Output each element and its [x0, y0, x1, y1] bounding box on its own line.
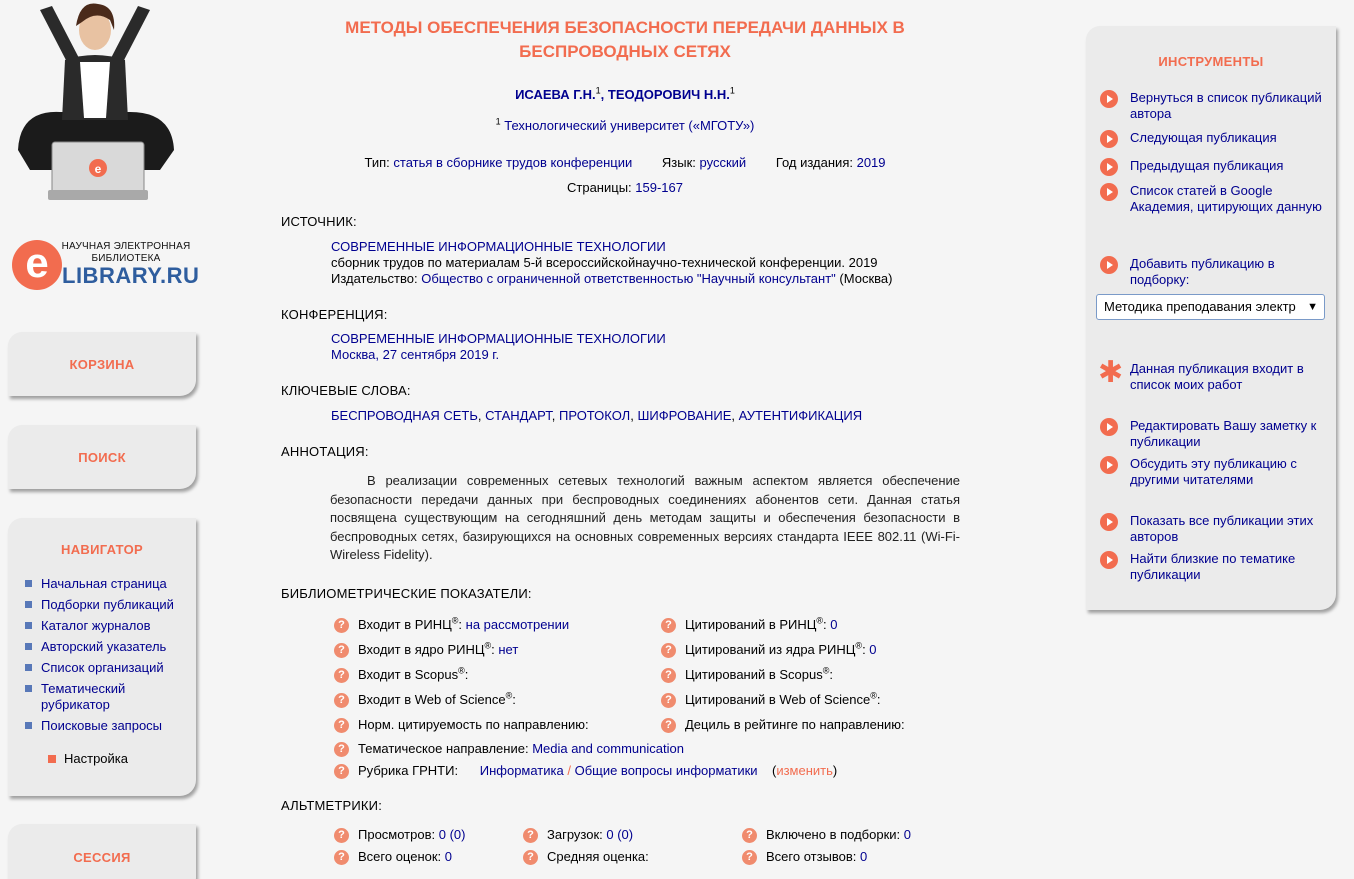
google-scholar-link[interactable]: Список статей в Google Академия, цитирующих данную	[1100, 183, 1330, 215]
publisher-link[interactable]: Общество с ограниченной ответственностью "Научный консультант"	[421, 271, 836, 286]
metric-decile: ? Дециль в рейтинге по направлению:	[661, 714, 905, 736]
change-grnti-link[interactable]: изменить	[776, 763, 833, 778]
bullet-icon	[25, 643, 32, 650]
elibrary-logo[interactable]	[12, 238, 200, 294]
keyword-link[interactable]: АУТЕНТИФИКАЦИЯ	[738, 408, 863, 423]
navigator-list	[25, 576, 190, 739]
conference-block	[331, 331, 666, 363]
keywords-list: БЕСПРОВОДНАЯ СЕТЬ, СТАНДАРТ, ПРОТОКОЛ, ШИФРОВАНИЕ, АУТЕНТИФИКАЦИЯ	[331, 408, 863, 423]
session-title: СЕССИЯ	[73, 850, 131, 865]
logo-subtitle: НАУЧНАЯ ЭЛЕКТРОННАЯ БИБЛИОТЕКА	[61, 241, 191, 264]
bullet-icon	[25, 722, 32, 729]
logo-e-icon: e	[12, 240, 62, 290]
add-to-collection-link[interactable]: Добавить публикацию в подборку:	[1100, 256, 1330, 288]
help-icon[interactable]: ?	[334, 764, 349, 779]
metric-core: ? Входит в ядро РИНЦ®: нет	[334, 639, 518, 661]
chevron-down-icon: ▼	[1304, 295, 1318, 319]
play-icon	[1100, 456, 1118, 474]
session-panel	[8, 824, 196, 879]
help-icon[interactable]: ?	[334, 668, 349, 683]
type-value: статья в сборнике трудов конференции	[393, 155, 633, 170]
help-icon[interactable]: ?	[661, 618, 676, 633]
altmetrics-label: АЛЬТМЕТРИКИ:	[281, 798, 383, 813]
biblio-metrics	[334, 614, 954, 785]
metric-cit-core: ? Цитирований из ядра РИНЦ®: 0	[661, 639, 877, 661]
author-link[interactable]: ТЕОДОРОВИЧ Н.Н.	[607, 87, 730, 102]
back-to-author-link[interactable]: Вернуться в список публикаций автора	[1100, 90, 1330, 122]
help-icon[interactable]: ?	[523, 828, 538, 843]
page-title: МЕТОДЫ ОБЕСПЕЧЕНИЯ БЕЗОПАСНОСТИ ПЕРЕДАЧИ ДАННЫХ В БЕСПРОВОДНЫХ СЕТЯХ	[345, 18, 905, 61]
help-icon[interactable]: ?	[661, 718, 676, 733]
nav-item-settings[interactable]: Настройка	[48, 751, 128, 767]
rinc-value: на рассмотрении	[465, 617, 570, 632]
keyword-link[interactable]: ПРОТОКОЛ	[558, 408, 631, 423]
help-icon[interactable]: ?	[742, 850, 757, 865]
help-icon[interactable]: ?	[334, 693, 349, 708]
metric-scopus: ? Входит в Scopus®:	[334, 664, 468, 686]
affiliation: $^1$ Технологический университет («МГОТУ»)	[495, 116, 755, 133]
source-block: СОВРЕМЕННЫЕ ИНФОРМАЦИОННЫЕ ТЕХНОЛОГИИ сборник трудов по материалам 5-й всероссийскойнаучно-технической конференции. 2019 Издательство: Общество с ограниченной ответственностью "Научный консультант" (Москва)	[331, 239, 893, 286]
metric-grnti: ? Рубрика ГРНТИ: Информатика / Общие вопросы информатики (изменить)	[334, 760, 837, 782]
alt-reviews: ? Всего отзывов: 0	[742, 846, 867, 868]
metric-norm: ? Норм. цитируемость по направлению:	[334, 714, 589, 736]
alt-views: ? Просмотров: 0 (0)	[334, 824, 465, 846]
left-column	[0, 0, 200, 879]
alt-avg-rating: ? Средняя оценка:	[523, 846, 649, 868]
navigator-title: НАВИГАТОР	[61, 542, 143, 557]
metric-topic: ? Тематическое направление: Media and communication	[334, 738, 684, 760]
metric-wos: ? Входит в Web of Science®:	[334, 689, 516, 711]
nav-item-journals[interactable]: Каталог журналов	[25, 618, 190, 634]
search-label: ПОИСК	[78, 450, 126, 465]
metric-cit-wos: ? Цитирований в Web of Science®:	[661, 689, 880, 711]
asterisk-icon: ✱	[1098, 355, 1124, 390]
help-icon[interactable]: ?	[334, 618, 349, 633]
pages-meta: Страницы: 159-167	[567, 180, 683, 195]
settings-bullet-icon	[48, 755, 56, 763]
keyword-link[interactable]: БЕСПРОВОДНАЯ СЕТЬ	[331, 408, 478, 423]
source-label: ИСТОЧНИК:	[281, 214, 357, 229]
bullet-icon	[25, 664, 32, 671]
nav-item-collections[interactable]: Подборки публикаций	[25, 597, 190, 613]
help-icon[interactable]: ?	[334, 850, 349, 865]
publication-meta: Тип: статья в сборнике трудов конференции Язык: русский Год издания: 2019	[364, 155, 886, 170]
play-icon	[1100, 183, 1118, 201]
help-icon[interactable]: ?	[334, 643, 349, 658]
source-link[interactable]: СОВРЕМЕННЫЕ ИНФОРМАЦИОННЫЕ ТЕХНОЛОГИИ	[331, 239, 666, 254]
help-icon[interactable]: ?	[523, 850, 538, 865]
keywords-label: КЛЮЧЕВЫЕ СЛОВА:	[281, 383, 411, 398]
nav-item-rubricator[interactable]: Тематический рубрикатор	[25, 681, 190, 713]
discuss-link[interactable]: Обсудить эту публикацию с другими читателями	[1100, 456, 1330, 488]
help-icon[interactable]: ?	[334, 828, 349, 843]
core-value: нет	[498, 642, 519, 657]
pages-value: 159-167	[635, 180, 683, 195]
affiliation-link[interactable]: Технологический университет («МГОТУ»)	[504, 118, 755, 133]
cart-button[interactable]	[8, 332, 196, 396]
keyword-link[interactable]: ШИФРОВАНИЕ	[637, 408, 732, 423]
help-icon[interactable]: ?	[334, 742, 349, 757]
alt-downloads: ? Загрузок: 0 (0)	[523, 824, 633, 846]
conference-label: КОНФЕРЕНЦИЯ:	[281, 307, 388, 322]
conference-place-date: Москва, 27 сентября 2019 г.	[331, 347, 500, 362]
cit-rinc-value[interactable]: 0	[830, 617, 838, 632]
navigator-panel	[8, 518, 196, 796]
hero-illustration	[10, 0, 180, 210]
annotation-text: В реализации современных сетевых технологий важным аспектом является обеспечение безопасности передачи данных при беспроводных соединениях абонентов сети. Данная статья посвящена существующим на сегодняшний день методам защиты и обеспечения безопасности в беспроводных сетях, базирующихся на основных современных версиях стандарта IEEE 802.11 (Wi-Fi-Wireless Fidelity).	[330, 473, 960, 562]
nav-item-home[interactable]: Начальная страница	[25, 576, 190, 592]
show-all-authors-link[interactable]: Показать все публикации этих авторов	[1100, 513, 1330, 545]
logo-wordmark: LIBRARY.RU	[62, 263, 200, 288]
next-publication-link[interactable]: Следующая публикация	[1100, 130, 1330, 146]
source-description: сборник трудов по материалам 5-й всероссийскойнаучно-технической конференции. 2019	[331, 255, 878, 270]
nav-item-organizations[interactable]: Список организаций	[25, 660, 190, 676]
find-similar-link[interactable]: Найти близкие по тематике публикации	[1100, 551, 1330, 583]
help-icon[interactable]: ?	[742, 828, 757, 843]
biblio-label: БИБЛИОМЕТРИЧЕСКИЕ ПОКАЗАТЕЛИ:	[281, 586, 532, 601]
grnti-link[interactable]: Общие вопросы информатики	[574, 763, 758, 778]
help-icon[interactable]: ?	[661, 643, 676, 658]
grnti-link[interactable]: Информатика	[479, 763, 564, 778]
play-icon	[1100, 130, 1118, 148]
play-icon	[1100, 256, 1118, 274]
bullet-icon	[25, 580, 32, 587]
help-icon[interactable]: ?	[661, 668, 676, 683]
play-icon	[1100, 90, 1118, 108]
metric-rinc: ? Входит в РИНЦ®: на рассмотрении	[334, 614, 569, 636]
conference-link[interactable]: СОВРЕМЕННЫЕ ИНФОРМАЦИОННЫЕ ТЕХНОЛОГИИ	[331, 331, 666, 346]
play-icon	[1100, 513, 1118, 531]
alt-ratings: ? Всего оценок: 0	[334, 846, 452, 868]
author-link[interactable]: ИСАЕВА Г.Н.	[515, 87, 596, 102]
cit-core-value[interactable]: 0	[869, 642, 877, 657]
cart-label: КОРЗИНА	[69, 357, 135, 372]
play-icon	[1100, 551, 1118, 569]
edit-note-link[interactable]: Редактировать Вашу заметку к публикации	[1100, 418, 1330, 450]
help-icon[interactable]: ?	[661, 693, 676, 708]
nav-item-authors[interactable]: Авторский указатель	[25, 639, 190, 655]
metric-cit-rinc: ? Цитирований в РИНЦ®: 0	[661, 614, 838, 636]
search-button[interactable]	[8, 425, 196, 489]
prev-publication-link[interactable]: Предыдущая публикация	[1100, 158, 1330, 174]
keyword-link[interactable]: СТАНДАРТ	[485, 408, 552, 423]
language-value: русский	[699, 155, 747, 170]
bullet-icon	[25, 685, 32, 692]
metric-cit-scopus: ? Цитирований в Scopus®:	[661, 664, 833, 686]
alt-collections: ? Включено в подборки: 0	[742, 824, 911, 846]
help-icon[interactable]: ?	[334, 718, 349, 733]
year-value: 2019	[856, 155, 886, 170]
altmetrics	[334, 824, 954, 871]
topic-value[interactable]: Media and communication	[532, 741, 684, 756]
play-icon	[1100, 158, 1118, 176]
collection-select[interactable]: Методика преподавания электр ▼	[1096, 294, 1325, 320]
bullet-icon	[25, 622, 32, 629]
my-works-link[interactable]: ✱ Данная публикация входит в список моих работ	[1098, 355, 1304, 392]
nav-item-queries[interactable]: Поисковые запросы	[25, 718, 190, 734]
tools-title: ИНСТРУМЕНТЫ	[1158, 54, 1264, 69]
svg-text:e: e	[94, 162, 102, 176]
play-icon	[1100, 418, 1118, 436]
authors-line: ИСАЕВА Г.Н.$^1$, ТЕОДОРОВИЧ Н.Н.$^1$	[515, 85, 735, 102]
annotation-label: АННОТАЦИЯ:	[281, 444, 369, 459]
bullet-icon	[25, 601, 32, 608]
tools-panel	[1086, 26, 1336, 610]
